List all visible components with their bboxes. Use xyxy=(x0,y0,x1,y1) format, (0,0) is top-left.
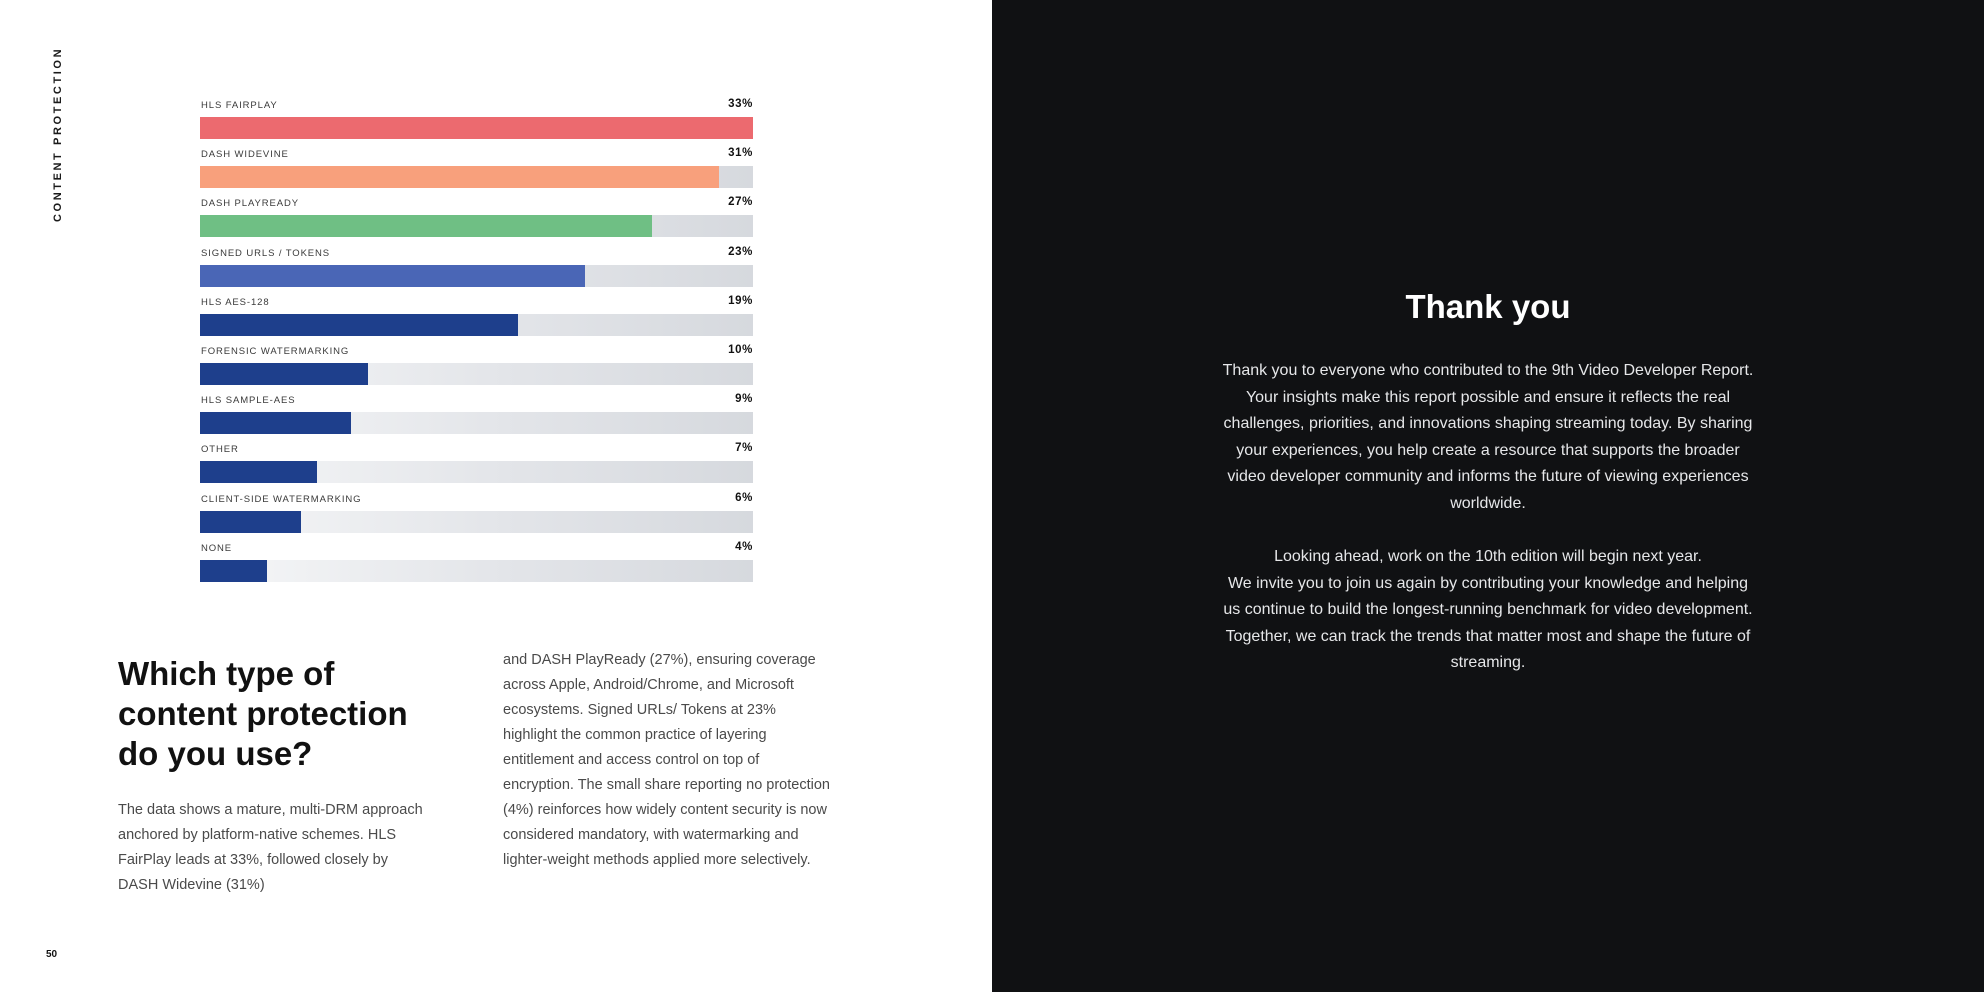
bar-label: CLIENT-SIDE WATERMARKING xyxy=(201,493,362,505)
bar-track xyxy=(200,560,753,582)
bar xyxy=(200,363,368,385)
bar-label: DASH PLAYREADY xyxy=(201,198,299,210)
bar-label: NONE xyxy=(201,542,233,554)
bar xyxy=(200,215,652,237)
bar-value-label: 19% xyxy=(728,294,753,307)
bar xyxy=(200,412,351,434)
bar-row xyxy=(200,246,753,295)
bar-row xyxy=(200,98,753,147)
bar-label: DASH WIDEVINE xyxy=(201,149,289,161)
bar xyxy=(200,265,585,287)
bar-label: SIGNED URLS / TOKENS xyxy=(201,247,331,259)
bar-value-label: 31% xyxy=(728,147,753,160)
bar-value-label: 9% xyxy=(735,393,753,406)
bar-track xyxy=(200,412,753,434)
bar-track xyxy=(200,215,753,237)
bar-row xyxy=(200,295,753,344)
body-text-column-1: The data shows a mature, multi-DRM approach anchored by platform-native schemes. HLS FairPlay leads at 33%, followed closely by DASH Widevine (31%) xyxy=(118,802,423,893)
section-label-text: CONTENT PROTECTION xyxy=(52,46,64,222)
thank-you-paragraph-2-line-2: We invite you to join us again by contributing your knowledge and helping us continue to build the longest-running benchmark for video development. Together, we can track the trends that matter most and shape the future of streaming. xyxy=(1223,574,1753,672)
bar-value-label: 27% xyxy=(728,196,753,209)
bar xyxy=(200,166,719,188)
thank-you-paragraph-1: Thank you to everyone who contributed to the 9th Video Developer Report. Your insights make this report possible and ensure it reflects the real challenges, priorities, and innovations shaping streaming today. By sharing your experiences, you help create a resource that supports the broader video developer community and informs the future of viewing experiences worldwide. xyxy=(1222,362,1754,512)
body-text-column-2: and DASH PlayReady (27%), ensuring coverage across Apple, Android/Chrome, and Microsoft ecosystems. Signed URLs/ Tokens at 23% highlight the common practice of layering entitlement and access control on top of encryption. The small share reporting no protection (4%) reinforces how widely content security is now considered mandatory, with watermarking and lighter-weight methods applied more selectively. xyxy=(503,652,830,868)
bar xyxy=(200,117,753,139)
bar-row xyxy=(200,147,753,196)
section-label xyxy=(52,48,64,228)
bar xyxy=(200,511,301,533)
bar xyxy=(200,314,518,336)
bar-track xyxy=(200,314,753,336)
bar-value-label: 10% xyxy=(728,343,753,356)
bar-row xyxy=(200,442,753,491)
bar-value-label: 6% xyxy=(735,491,753,504)
bar-track xyxy=(200,265,753,287)
bar-track xyxy=(200,511,753,533)
content-protection-bar-chart xyxy=(200,98,753,590)
report-page-right xyxy=(992,0,1984,992)
bar-row xyxy=(200,393,753,442)
bar-label: HLS SAMPLE-AES xyxy=(201,395,296,407)
bar-track xyxy=(200,117,753,139)
bar-value-label: 7% xyxy=(735,442,753,455)
bar-track xyxy=(200,461,753,483)
thank-you-paragraph-2-line-1: Looking ahead, work on the 10th edition will begin next year. xyxy=(1274,548,1702,565)
thank-you-title: Thank you xyxy=(1405,288,1571,325)
bar-row xyxy=(200,492,753,541)
bar-row xyxy=(200,541,753,590)
bar-label: HLS AES-128 xyxy=(201,296,270,308)
page-number: 50 xyxy=(46,949,58,960)
bar-track xyxy=(200,166,753,188)
bar-row xyxy=(200,344,753,393)
bar xyxy=(200,461,317,483)
bar xyxy=(200,560,267,582)
bar-row xyxy=(200,196,753,245)
bar-label: OTHER xyxy=(201,444,239,456)
bar-value-label: 33% xyxy=(728,98,753,110)
bar-label: HLS FAIRPLAY xyxy=(201,100,278,111)
bar-track xyxy=(200,363,753,385)
thank-you-paragraph-2 xyxy=(1218,544,1758,677)
bar-label: FORENSIC WATERMARKING xyxy=(201,345,350,357)
question-heading: Which type of content protection do you use? xyxy=(118,655,408,772)
bar-value-label: 23% xyxy=(728,245,753,258)
bar-value-label: 4% xyxy=(735,540,753,553)
